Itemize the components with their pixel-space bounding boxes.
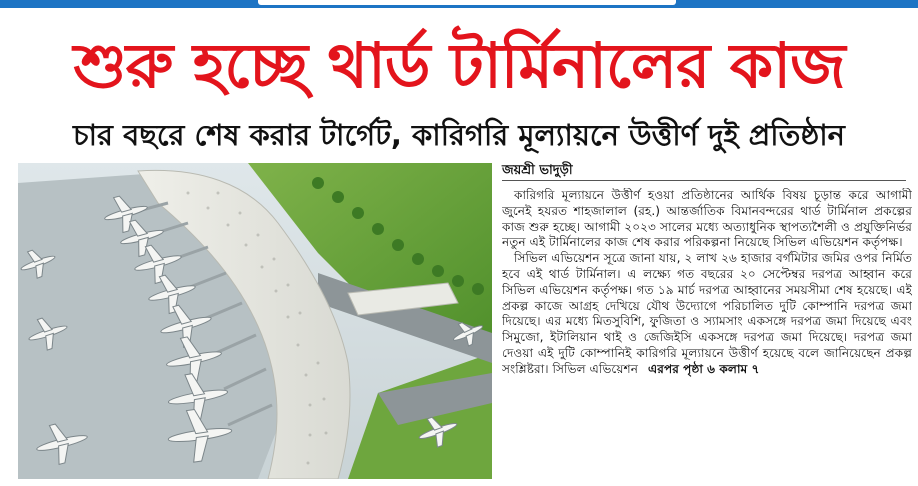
byline-divider bbox=[502, 180, 906, 181]
byline: জয়শ্রী ভাদুড়ী bbox=[502, 163, 573, 178]
article-paragraph bbox=[502, 251, 912, 377]
masthead-tab bbox=[258, 0, 676, 5]
subheadline: চার বছরে শেষ করার টার্গেট, কারিগরি মূল্যায়নে উত্তীর্ণ দুই প্রতিষ্ঠান bbox=[73, 118, 845, 152]
article-body bbox=[502, 188, 912, 484]
article-paragraph: কারিগরি মূল্যায়নে উত্তীর্ণ হওয়া প্রতিষ্ঠানের আর্থিক বিষয় চূড়ান্ত করে আগামী জুনেই হযরত শাহজালাল (রহ.) আন্তর্জাতিক বিমানবন্দরের থার্ড টার্মিনাল প্রকল্পের কাজ শুরু হচ্ছে। আগামী ২০২৩ সালের মধ্যে অত্যাধুনিক স্থাপত্যশৈলী ও প্রযুক্তিনির্ভর নতুন এই টার্মিনালের কাজ শেষ করার পরিকল্পনা নিয়েছে সিভিল এভিয়েশন কর্তৃপক্ষ। bbox=[502, 188, 912, 250]
terminal-rendering-image bbox=[18, 163, 492, 479]
article-paragraph-text: সিভিল এভিয়েশন সূত্রে জানা যায়, ২ লাখ ২৬ হাজার বর্গমিটার জমির ওপর নির্মিত হবে এই থার্ড টার্মিনাল। এ লক্ষ্যে গত বছরের ২০ সেপ্টেম্বর দরপত্র আহ্বান করে সিভিল এভিয়েশন কর্তৃপক্ষ। গত ১৯ মার্চ দরপত্র আহ্বানের সময়সীমা শেষ হয়েছে। এই প্রকল্প কাজে আগ্রহ দেখিয়ে যৌথ উদ্যোগে পরিচালিত দুটি কোম্পানি দরপত্র জমা দিয়েছে। এর মধ্যে মিতসুবিশি, ফুজিতা ও স্যামসাং একসঙ্গে দরপত্র জমা দিয়েছে এবং সিমুজো, ইটালিয়ান থাই ও জেজিইসি একসঙ্গে দরপত্র জমা দিয়েছে। দরপত্র জমা দেওয়া এই দুটি কোম্পানিই কারিগরি মূল্যায়নে উত্তীর্ণ হয়েছে বলে জানিয়েছেন প্রকল্প সংশ্লিষ্টরা। সিভিল এভিয়েশন bbox=[502, 251, 912, 376]
masthead-bar bbox=[0, 0, 918, 8]
continued-on-page-note: এরপর পৃষ্ঠা ৬ কলাম ৭ bbox=[647, 361, 760, 376]
headline: শুরু হচ্ছে থার্ড টার্মিনালের কাজ bbox=[73, 29, 845, 102]
